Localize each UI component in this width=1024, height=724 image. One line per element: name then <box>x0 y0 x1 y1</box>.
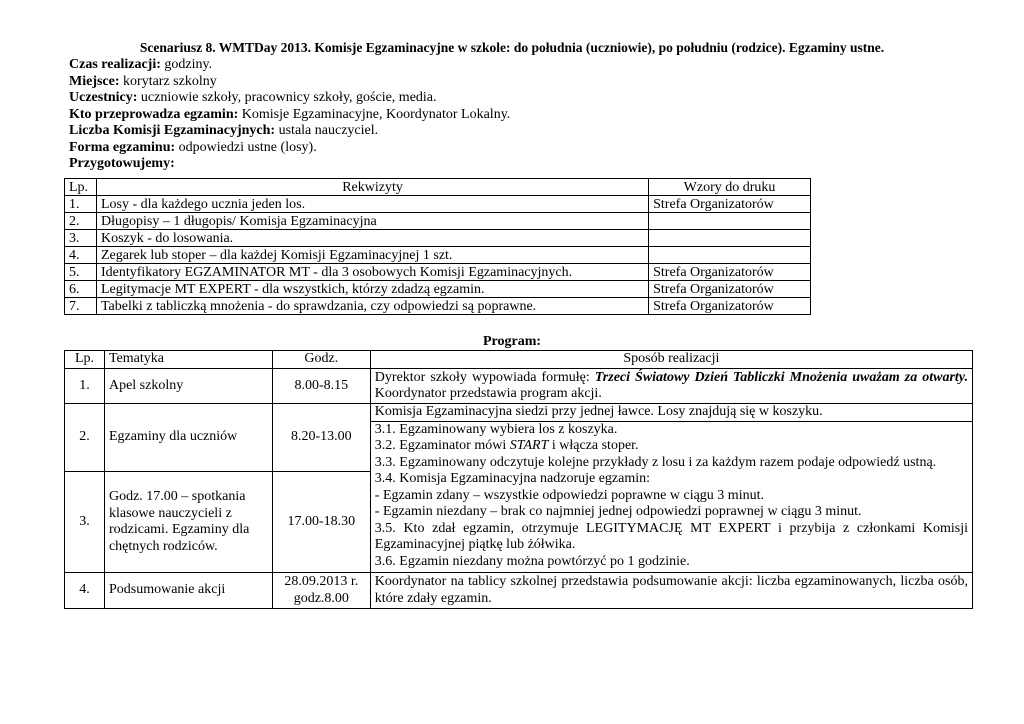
row-lp: 2. <box>65 404 105 472</box>
opening-formula: Trzeci Światowy Dzień Tabliczki Mnożenia uważam za otwarty. <box>594 369 968 385</box>
row-lp: 3. <box>65 230 97 247</box>
meta-prepare: Przygotowujemy: <box>69 156 175 171</box>
row-print: Strefa Organizatorów <box>649 281 811 298</box>
meta-participants: Uczestnicy: uczniowie szkoły, pracownicy szkoły, goście, media. <box>69 90 437 105</box>
table-row <box>65 298 811 315</box>
row-topic: Apel szkolny <box>104 369 272 404</box>
method-step: 3.6. Egzamin niezdany można powtórzyć po 1 godzinie. <box>374 553 690 569</box>
header-topic: Tematyka <box>104 351 272 369</box>
header-lp: Lp. <box>65 179 97 196</box>
meta-exam-form: Forma egzaminu: odpowiedzi ustne (losy). <box>69 139 317 155</box>
method-step: - Egzamin zdany – wszystkie odpowiedzi poprawne w ciągu 3 minut. <box>374 487 764 503</box>
row-time: 8.20-13.00 <box>272 404 370 472</box>
method-step: 3.1. Egzaminowany wybiera los z koszyka. <box>371 421 972 439</box>
header-time: Godz. <box>272 351 370 369</box>
row-item: Zegarek lub stoper – dla każdej Komisji Egzaminacyjnej 1 szt. <box>96 247 648 264</box>
header-print-templates: Wzory do druku <box>649 179 811 196</box>
row-time: 28.09.2013 r. godz.8.00 <box>272 573 370 609</box>
requisites-table <box>64 178 811 315</box>
row-topic: Podsumowanie akcji <box>104 573 272 609</box>
row-print: Strefa Organizatorów <box>649 264 811 281</box>
row-topic: Godz. 17.00 – spotkania klasowe nauczycieli z rodzicami. Egzaminy dla chętnych rodziców. <box>104 472 272 573</box>
header-lp: Lp. <box>65 351 105 369</box>
table-row <box>65 196 811 213</box>
table-header-row <box>65 179 811 196</box>
row-item: Tabelki z tabliczką mnożenia - do sprawdzania, czy odpowiedzi są poprawne. <box>96 298 648 315</box>
row-item: Koszyk - do losowania. <box>96 230 648 247</box>
meta-committee-count: Liczba Komisji Egzaminacyjnych: ustala nauczyciel. <box>69 123 379 138</box>
row-lp: 4. <box>65 573 105 609</box>
header-requisites: Rekwizyty <box>96 179 648 196</box>
row-print <box>649 247 811 264</box>
row-item: Długopisy – 1 długopis/ Komisja Egzaminacyjna <box>96 213 648 230</box>
row-method: Koordynator na tablicy szkolnej przedstawia podsumowanie akcji: liczba egzaminowanych, liczba osób, które zdały egzamin. <box>370 573 972 609</box>
row-print: Strefa Organizatorów <box>649 196 811 213</box>
scenario-meta <box>69 57 510 173</box>
table-header-row <box>65 351 973 369</box>
meta-place: Miejsce: korytarz szkolny <box>69 73 217 89</box>
table-row <box>65 264 811 281</box>
row-print <box>649 230 811 247</box>
table-row <box>65 573 973 609</box>
table-row <box>65 369 973 404</box>
row-method-shared <box>370 404 972 573</box>
table-row <box>65 281 811 298</box>
row-lp: 4. <box>65 247 97 264</box>
row-lp: 3. <box>65 472 105 573</box>
row-method: Dyrektor szkoły wypowiada formułę: Trzeci Światowy Dzień Tabliczki Mnożenia uważam za otwarty. Koordynator przedstawia program akcji. <box>370 369 972 404</box>
row-item: Identyfikatory EGZAMINATOR MT - dla 3 osobowych Komisji Egzaminacyjnych. <box>96 264 648 281</box>
meta-duration: Czas realizacji: godziny. <box>69 57 213 72</box>
row-lp: 1. <box>65 369 105 404</box>
method-step: 3.5. Kto zdał egzamin, otrzymuje LEGITYMACJĘ MT EXPERT i przybija z członkami Komisji Egzaminacyjnej piątkę lub żółwika. <box>374 520 968 552</box>
method-step: - Egzamin niezdany – brak co najmniej jednej odpowiedzi poprawnej w ciągu 3 minut. <box>374 504 862 519</box>
header-method: Sposób realizacji <box>370 351 972 369</box>
method-step: 3.3. Egzaminowany odczytuje kolejne przykłady z losu i za każdym razem podaje odpowiedź ustną. <box>374 454 937 470</box>
page-title: Scenariusz 8. WMTDay 2013. Komisje Egzaminacyjne w szkole: do południa (uczniowie), po południu (rodzice). Egzaminy ustne. <box>139 40 885 55</box>
row-lp: 5. <box>65 264 97 281</box>
method-step: 3.2. Egzaminator mówi START i włącza stoper. <box>374 438 639 453</box>
method-step: 3.4. Komisja Egzaminacyjna nadzoruje egzamin: <box>374 471 651 486</box>
row-lp: 1. <box>65 196 97 213</box>
row-lp: 2. <box>65 213 97 230</box>
table-row <box>65 247 811 264</box>
row-lp: 6. <box>65 281 97 298</box>
row-topic: Egzaminy dla uczniów <box>104 404 272 472</box>
row-item: Legitymacje MT EXPERT - dla wszystkich, którzy zdadzą egzamin. <box>96 281 648 298</box>
row-time: 8.00-8.15 <box>272 369 370 404</box>
row-print: Strefa Organizatorów <box>649 298 811 315</box>
row-lp: 7. <box>65 298 97 315</box>
meta-examiners: Kto przeprowadza egzamin: Komisje Egzaminacyjne, Koordynator Lokalny. <box>69 106 511 122</box>
table-row <box>65 404 973 472</box>
row-item: Losy - dla każdego ucznia jeden los. <box>96 196 648 213</box>
program-title: Program: <box>482 334 542 349</box>
row-print <box>649 213 811 230</box>
table-row <box>65 213 811 230</box>
method-intro: Komisja Egzaminacyjna siedzi przy jednej ławce. Losy znajdują się w koszyku. <box>374 404 823 419</box>
program-table <box>64 350 973 609</box>
table-row <box>65 230 811 247</box>
row-time: 17.00-18.30 <box>272 472 370 573</box>
